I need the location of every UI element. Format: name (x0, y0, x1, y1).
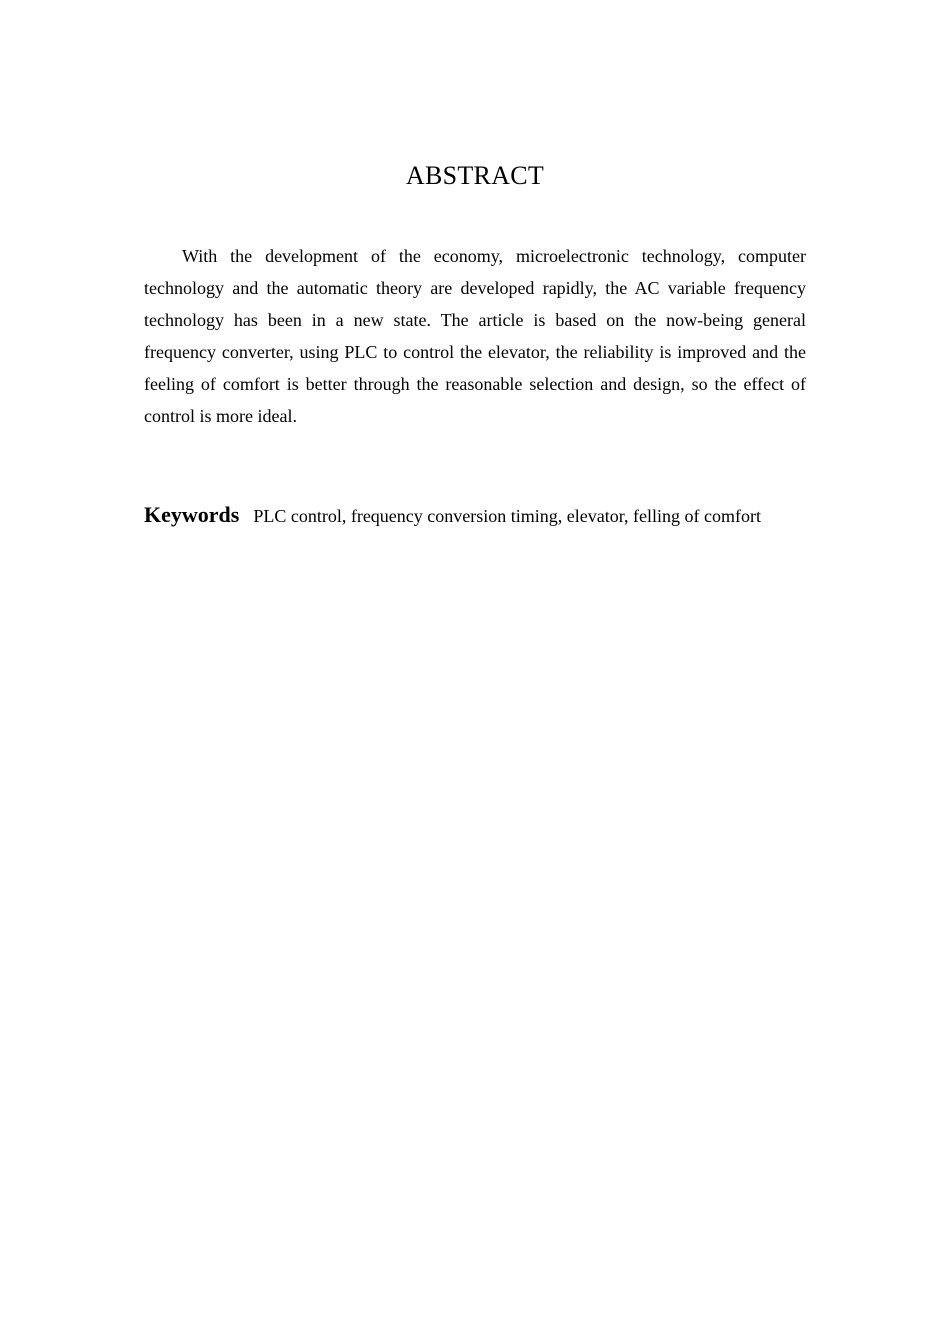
abstract-paragraph: With the development of the economy, microelectronic technology, computer technology and the automatic theory are developed rapidly, the AC variable frequency technology has been in a new state. The article is based on the now-being general frequency converter, using PLC to control the elevator, the reliability is improved and the feeling of comfort is better through the reasonable selection and design, so the effect of control is more ideal. (144, 246, 806, 426)
keywords-list: PLC control, frequency conversion timing, elevator, felling of comfort (253, 506, 761, 526)
keywords-line (144, 499, 844, 534)
keywords-label: Keywords (144, 502, 240, 527)
abstract-title: ABSTRACT (405, 161, 545, 190)
